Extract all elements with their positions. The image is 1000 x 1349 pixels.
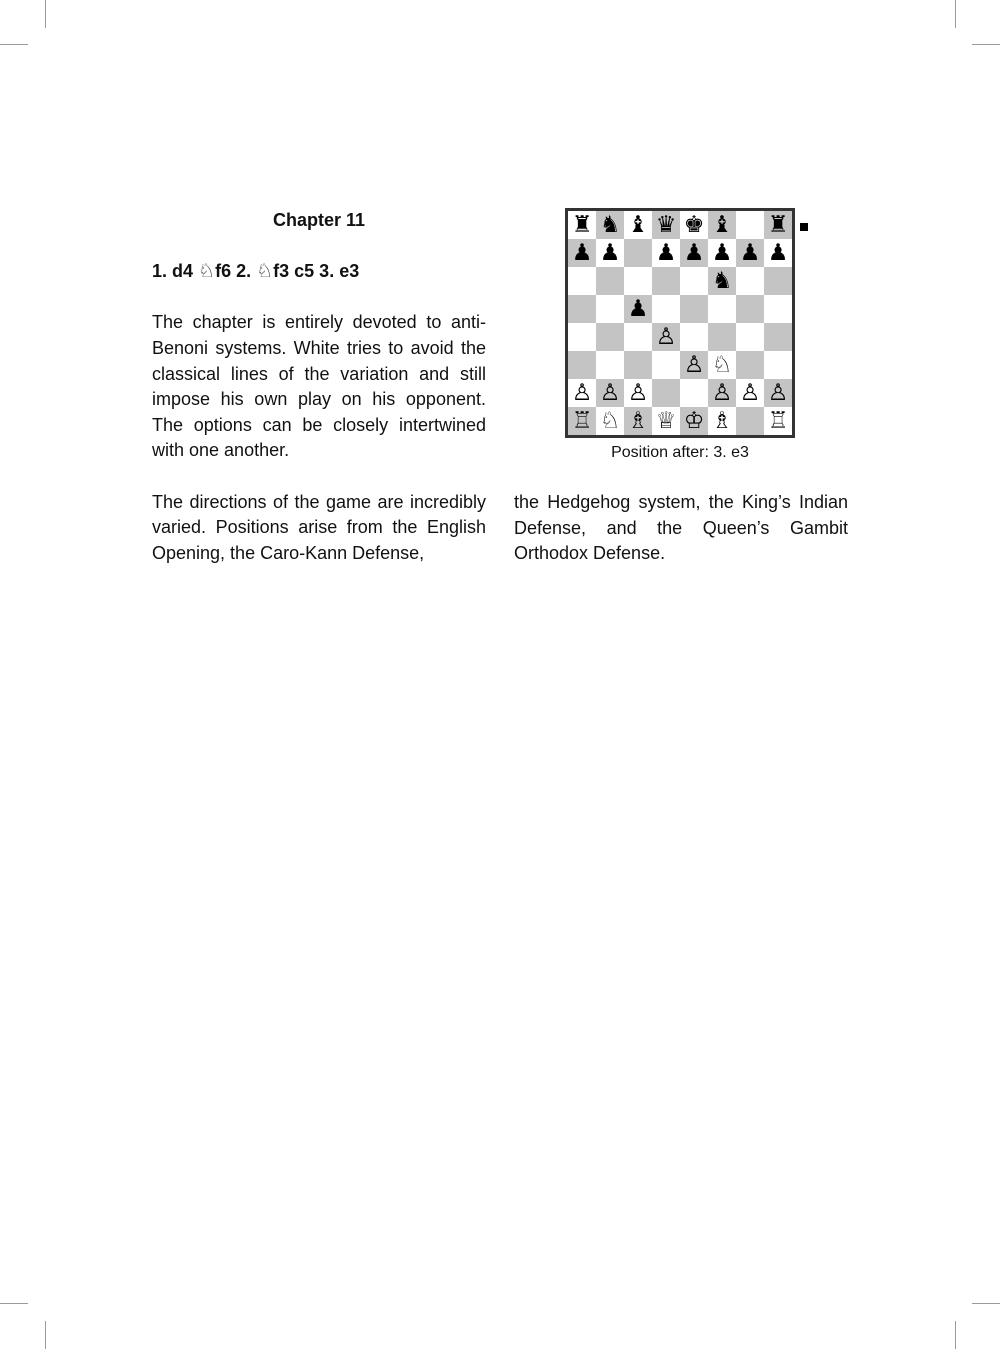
moves-mid: f6 2.: [215, 261, 257, 282]
square-b2: [596, 379, 624, 407]
square-d6: [652, 267, 680, 295]
square-g6: [736, 267, 764, 295]
square-b5: [596, 295, 624, 323]
square-e6: [680, 267, 708, 295]
crop-mark: [0, 44, 28, 45]
square-c5: [624, 295, 652, 323]
square-h7: [764, 239, 792, 267]
intro-paragraph: The chapter is entirely devoted to anti-Benoni systems. White tries to avoid the classical lines of the variation and still impose his own play on his opponent. The options can be closely intertwined with one another.: [152, 312, 486, 461]
square-a7: [568, 239, 596, 267]
knight-icon: ♘: [256, 260, 274, 283]
square-g4: [736, 323, 764, 351]
square-c6: [624, 267, 652, 295]
square-c3: [624, 351, 652, 379]
black-pawn-icon: ♟: [683, 239, 705, 266]
knight-icon: ♘: [198, 260, 216, 283]
black-pawn-icon: ♟: [571, 239, 593, 266]
square-a5: [568, 295, 596, 323]
square-h8: [764, 211, 792, 239]
square-d7: [652, 239, 680, 267]
square-d5: [652, 295, 680, 323]
square-f4: [708, 323, 736, 351]
white-pawn-icon: ♙: [711, 379, 733, 406]
square-d2: [652, 379, 680, 407]
crop-mark: [972, 44, 1000, 45]
white-bishop-icon: ♗: [711, 407, 733, 434]
crop-mark: [955, 1321, 956, 1349]
square-h2: [764, 379, 792, 407]
directions-paragraph-start: The directions of the game are incredibly varied. Positions arise from the English Opening, the Caro-Kann Defense,: [152, 491, 486, 563]
black-knight-icon: ♞: [711, 267, 733, 294]
white-knight-icon: ♘: [711, 351, 733, 378]
opening-moves: [152, 259, 486, 285]
square-h3: [764, 351, 792, 379]
square-g2: [736, 379, 764, 407]
square-b8: [596, 211, 624, 239]
directions-paragraph-end: the Hedgehog system, the King’s Indian Defense, and the Queen’s Gambit Orthodox Defense.: [514, 492, 848, 564]
black-pawn-icon: ♟: [739, 239, 761, 266]
square-h5: [764, 295, 792, 323]
square-f7: [708, 239, 736, 267]
square-e8: [680, 211, 708, 239]
black-pawn-icon: ♟: [655, 239, 677, 266]
crop-mark: [45, 1321, 46, 1349]
square-e7: [680, 239, 708, 267]
chapter-title: Chapter 11: [272, 210, 366, 230]
square-g7: [736, 239, 764, 267]
white-pawn-icon: ♙: [739, 379, 761, 406]
square-g8: [736, 211, 764, 239]
square-e5: [680, 295, 708, 323]
square-f8: [708, 211, 736, 239]
right-column: [514, 490, 848, 567]
square-f2: [708, 379, 736, 407]
diagram-caption: Position after: 3. e3: [611, 444, 749, 461]
square-b3: [596, 351, 624, 379]
square-b4: [596, 323, 624, 351]
square-f3: [708, 351, 736, 379]
square-c8: [624, 211, 652, 239]
square-g5: [736, 295, 764, 323]
white-bishop-icon: ♗: [627, 407, 649, 434]
square-h4: [764, 323, 792, 351]
black-bishop-icon: ♝: [711, 211, 733, 238]
crop-mark: [45, 0, 46, 28]
square-c2: [624, 379, 652, 407]
square-b6: [596, 267, 624, 295]
square-h6: [764, 267, 792, 295]
square-e4: [680, 323, 708, 351]
square-f1: [708, 407, 736, 435]
black-king-icon: ♚: [683, 211, 705, 238]
white-pawn-icon: ♙: [655, 323, 677, 350]
crop-mark: [955, 0, 956, 28]
crop-mark: [972, 1303, 1000, 1304]
square-c4: [624, 323, 652, 351]
square-b1: [596, 407, 624, 435]
square-g1: [736, 407, 764, 435]
white-pawn-icon: ♙: [627, 379, 649, 406]
square-a6: [568, 267, 596, 295]
white-knight-icon: ♘: [599, 407, 621, 434]
chess-diagram: [565, 208, 795, 438]
square-e3: [680, 351, 708, 379]
square-a8: [568, 211, 596, 239]
square-c7: [624, 239, 652, 267]
white-queen-icon: ♕: [655, 407, 677, 434]
square-d3: [652, 351, 680, 379]
square-a1: [568, 407, 596, 435]
square-b7: [596, 239, 624, 267]
black-knight-icon: ♞: [599, 211, 621, 238]
crop-mark: [0, 1303, 28, 1304]
black-queen-icon: ♛: [655, 211, 677, 238]
black-rook-icon: ♜: [767, 211, 789, 238]
black-pawn-icon: ♟: [767, 239, 789, 266]
moves-suffix: f3 c5 3. e3: [273, 261, 360, 282]
black-rook-icon: ♜: [571, 211, 593, 238]
moves-prefix: 1. d4: [152, 261, 199, 282]
square-d4: [652, 323, 680, 351]
white-pawn-icon: ♙: [571, 379, 593, 406]
square-a4: [568, 323, 596, 351]
chess-board: [565, 208, 795, 438]
white-pawn-icon: ♙: [683, 351, 705, 378]
white-king-icon: ♔: [683, 407, 705, 434]
black-pawn-icon: ♟: [627, 295, 649, 322]
white-pawn-icon: ♙: [599, 379, 621, 406]
square-e1: [680, 407, 708, 435]
square-a3: [568, 351, 596, 379]
square-f6: [708, 267, 736, 295]
black-pawn-icon: ♟: [711, 239, 733, 266]
square-h1: [764, 407, 792, 435]
square-d1: [652, 407, 680, 435]
left-column: [152, 208, 486, 566]
black-pawn-icon: ♟: [599, 239, 621, 266]
white-pawn-icon: ♙: [767, 379, 789, 406]
square-g3: [736, 351, 764, 379]
black-to-move-marker: [800, 223, 808, 231]
black-bishop-icon: ♝: [627, 211, 649, 238]
white-rook-icon: ♖: [767, 407, 789, 434]
white-rook-icon: ♖: [571, 407, 593, 434]
square-c1: [624, 407, 652, 435]
square-d8: [652, 211, 680, 239]
square-e2: [680, 379, 708, 407]
square-a2: [568, 379, 596, 407]
square-f5: [708, 295, 736, 323]
